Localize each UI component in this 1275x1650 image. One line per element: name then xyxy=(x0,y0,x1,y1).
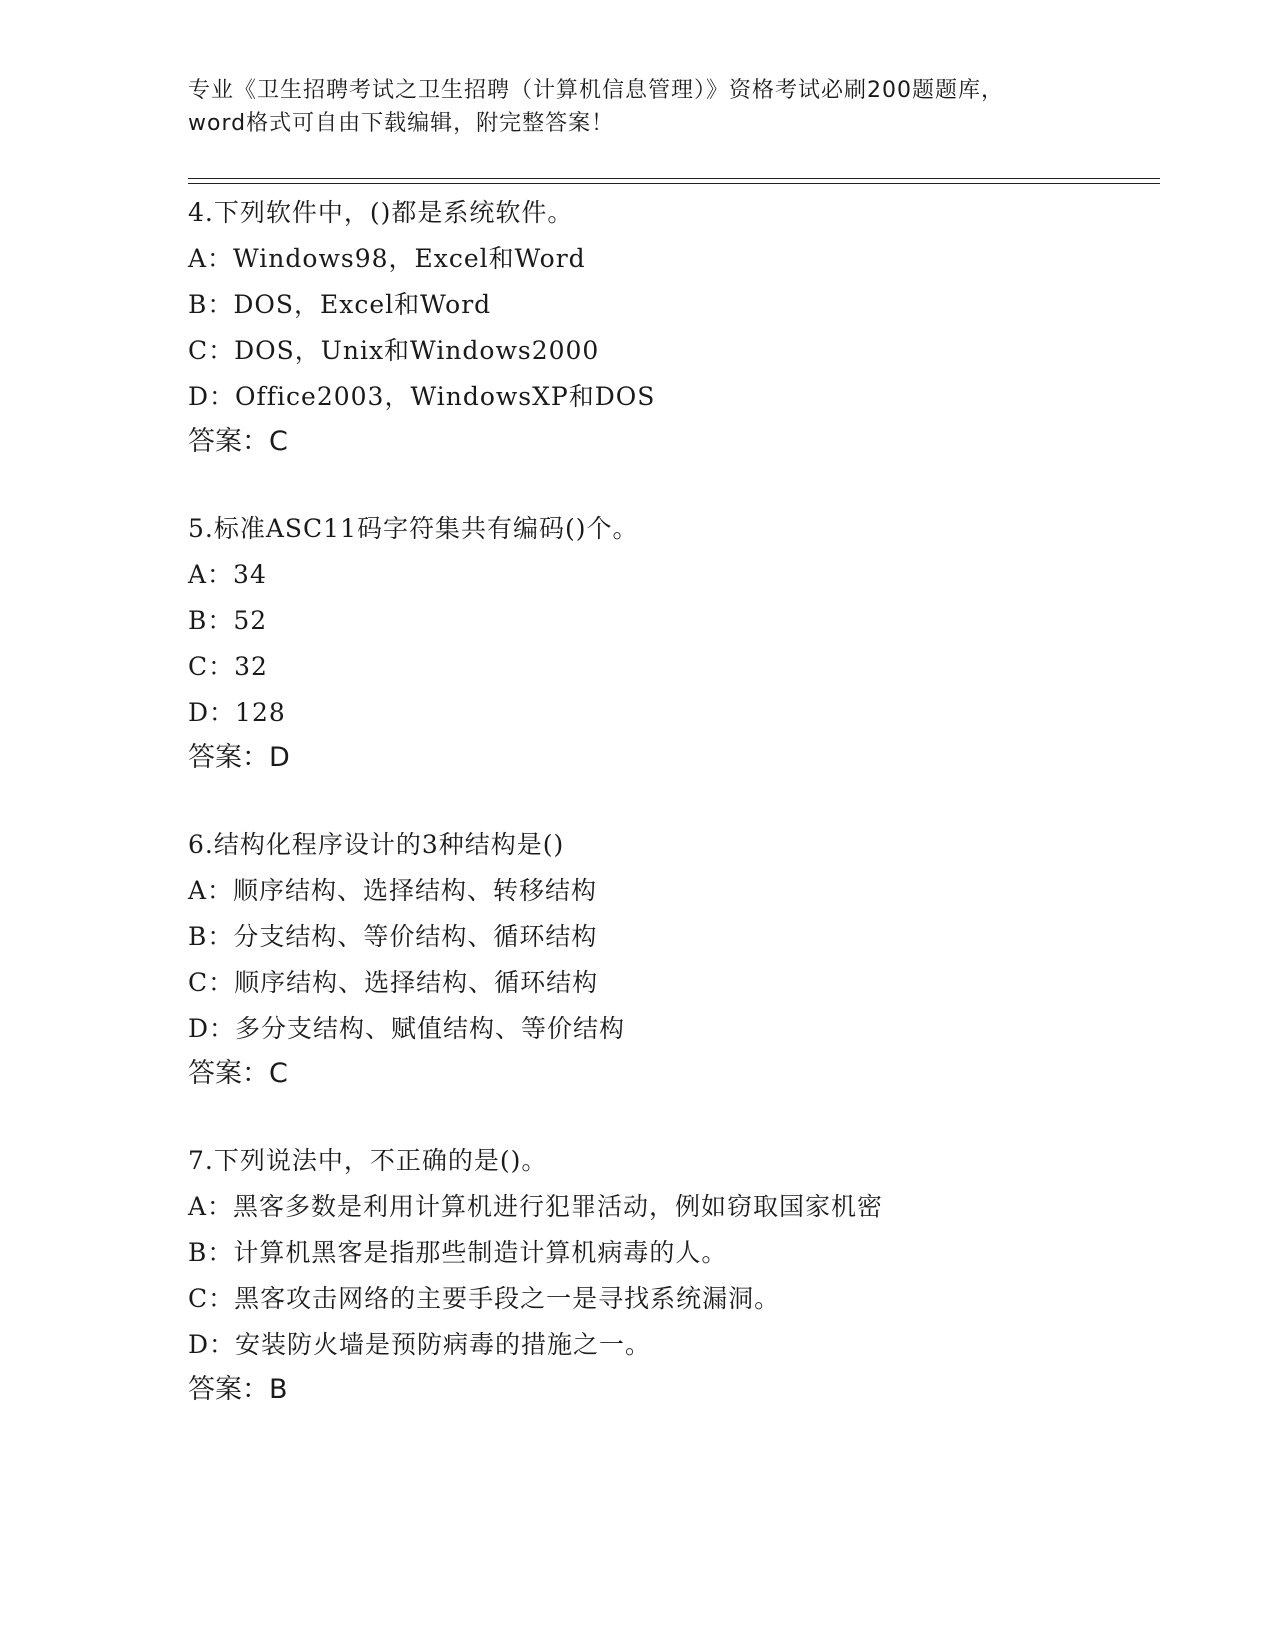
question-stem: 7.下列说法中，不正确的是()。 xyxy=(188,1146,548,1175)
question-stem: 6.结构化程序设计的3种结构是() xyxy=(188,830,565,859)
option-a: A：黑客多数是利用计算机进行犯罪活动，例如窃取国家机密 xyxy=(188,1192,884,1221)
question-5 xyxy=(188,506,1168,780)
answer-line: 答案：B xyxy=(188,1374,288,1405)
option-a: A：顺序结构、选择结构、转移结构 xyxy=(188,876,598,905)
question-6 xyxy=(188,822,1168,1096)
document-header xyxy=(188,74,1088,140)
question-4 xyxy=(188,190,1168,464)
question-stem: 4.下列软件中，()都是系统软件。 xyxy=(188,198,574,227)
option-d: D：128 xyxy=(188,698,286,727)
option-c: C：顺序结构、选择结构、循环结构 xyxy=(188,968,599,997)
header-line-1: 专业《卫生招聘考试之卫生招聘（计算机信息管理）》资格考试必刷200题题库， xyxy=(188,78,1004,103)
option-a: A：Windows98，Excel和Word xyxy=(188,244,586,273)
option-b: B：分支结构、等价结构、循环结构 xyxy=(188,922,598,951)
answer-line: 答案：C xyxy=(188,426,288,457)
question-stem: 5.标准ASC11码字符集共有编码()个。 xyxy=(188,514,639,543)
option-d: D：安装防火墙是预防病毒的措施之一。 xyxy=(188,1330,652,1359)
option-a: A：34 xyxy=(188,560,267,589)
option-c: C：黑客攻击网络的主要手段之一是寻找系统漏洞。 xyxy=(188,1284,781,1313)
answer-line: 答案：C xyxy=(188,1058,288,1089)
header-divider-top xyxy=(188,178,1160,179)
option-d: D：Office2003，WindowsXP和DOS xyxy=(188,382,656,411)
option-b: B：计算机黑客是指那些制造计算机病毒的人。 xyxy=(188,1238,728,1267)
header-divider-bottom xyxy=(188,183,1160,184)
question-7 xyxy=(188,1138,1168,1412)
option-c: C：DOS，Unix和Windows2000 xyxy=(188,336,600,365)
option-b: B：DOS，Excel和Word xyxy=(188,290,492,319)
question-list xyxy=(188,190,1168,1454)
header-line-2: word格式可自由下载编辑，附完整答案！ xyxy=(188,111,615,136)
answer-line: 答案：D xyxy=(188,742,290,773)
option-d: D：多分支结构、赋值结构、等价结构 xyxy=(188,1014,626,1043)
option-c: C：32 xyxy=(188,652,268,681)
option-b: B：52 xyxy=(188,606,268,635)
